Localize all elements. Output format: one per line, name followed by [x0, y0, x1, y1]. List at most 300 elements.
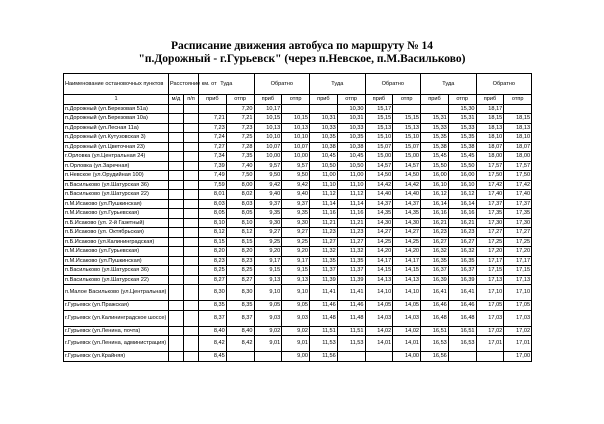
time-cell: 9,42: [254, 180, 282, 190]
header-name-column: Наименование остановочных пунктов: [64, 74, 169, 95]
time-cell: 11,48: [310, 310, 338, 326]
time-cell: 16,37: [421, 266, 449, 276]
table-row: [64, 190, 532, 200]
distance-cell: [169, 104, 184, 114]
table-row: [64, 152, 532, 162]
time-cell: 16,14: [421, 199, 449, 209]
time-cell: 16,14: [448, 199, 476, 209]
time-cell: 10,31: [310, 114, 338, 124]
stop-name: п.Малое Васильково (ул.Центральная): [64, 285, 169, 301]
time-cell: 17,10: [476, 285, 504, 301]
header-sub: отпр: [504, 95, 532, 105]
distance-cell: [169, 256, 184, 266]
time-cell: 14,01: [393, 336, 421, 352]
time-cell: 10,10: [282, 133, 310, 143]
time-cell: 10,07: [254, 142, 282, 152]
table-row: [64, 218, 532, 228]
header-sub: отпр: [448, 95, 476, 105]
table-row: [64, 336, 532, 352]
time-cell: 11,27: [337, 237, 365, 247]
time-cell: 11,39: [310, 275, 338, 285]
distance-cell: [169, 142, 184, 152]
time-cell: [254, 352, 282, 362]
time-cell: 9,37: [254, 199, 282, 209]
distance-cell: [169, 285, 184, 301]
time-cell: 15,17: [365, 104, 393, 114]
table-row: [64, 123, 532, 133]
time-cell: 14,01: [365, 336, 393, 352]
time-cell: 7,20: [226, 104, 254, 114]
time-cell: 9,50: [254, 171, 282, 181]
time-cell: 15,15: [365, 114, 393, 124]
time-cell: [421, 104, 449, 114]
time-cell: 9,17: [282, 256, 310, 266]
time-cell: 14,40: [393, 190, 421, 200]
time-cell: 10,38: [337, 142, 365, 152]
schedule-table: [63, 73, 532, 362]
time-cell: 11,00: [337, 171, 365, 181]
header-group: Туда: [421, 74, 477, 95]
time-cell: 14,30: [393, 218, 421, 228]
time-cell: 8,40: [199, 326, 227, 336]
time-cell: 11,37: [337, 266, 365, 276]
time-cell: 17,57: [476, 161, 504, 171]
distance-cell: [184, 301, 199, 311]
time-cell: 9,05: [282, 301, 310, 311]
time-cell: 8,01: [199, 190, 227, 200]
time-cell: 14,25: [393, 237, 421, 247]
time-cell: 17,15: [504, 266, 532, 276]
table-row: [64, 266, 532, 276]
time-cell: 7,39: [199, 161, 227, 171]
time-cell: 15,13: [365, 123, 393, 133]
time-cell: 8,42: [226, 336, 254, 352]
time-cell: 17,25: [504, 237, 532, 247]
stop-name: г.Гурьевск (ул.Ленина, администрация): [64, 336, 169, 352]
time-cell: 9,30: [254, 218, 282, 228]
stop-name: г.Гурьевск (ул.Пражская): [64, 301, 169, 311]
time-cell: 15,50: [448, 161, 476, 171]
time-cell: 7,49: [199, 171, 227, 181]
header-distance-column: Расстояние км. от: [169, 74, 199, 95]
distance-cell: [184, 285, 199, 301]
time-cell: 17,35: [504, 209, 532, 219]
time-cell: 10,50: [337, 161, 365, 171]
time-cell: [337, 352, 365, 362]
distance-cell: [184, 275, 199, 285]
header-sub: отпр: [337, 95, 365, 105]
table-row: [64, 209, 532, 219]
time-cell: 14,02: [365, 326, 393, 336]
distance-cell: [184, 310, 199, 326]
time-cell: 8,45: [199, 352, 227, 362]
stop-name: п.Орловка (ул.Заречная): [64, 161, 169, 171]
time-cell: 9,13: [282, 275, 310, 285]
table-row: [64, 199, 532, 209]
time-cell: 16,48: [421, 310, 449, 326]
table-row: [64, 161, 532, 171]
distance-cell: [184, 199, 199, 209]
time-cell: 17,15: [476, 266, 504, 276]
distance-cell: [169, 171, 184, 181]
time-cell: 16,35: [448, 256, 476, 266]
time-cell: 16,51: [421, 326, 449, 336]
time-cell: 9,27: [282, 228, 310, 238]
time-cell: 11,41: [310, 285, 338, 301]
time-cell: 16,46: [421, 301, 449, 311]
time-cell: 8,27: [226, 275, 254, 285]
table-row: [64, 133, 532, 143]
time-cell: 10,00: [282, 152, 310, 162]
time-cell: 15,00: [365, 152, 393, 162]
time-cell: 16,41: [421, 285, 449, 301]
time-cell: 14,17: [365, 256, 393, 266]
time-cell: 15,10: [365, 133, 393, 143]
table-row: [64, 247, 532, 257]
time-cell: 8,35: [226, 301, 254, 311]
time-cell: 11,23: [310, 228, 338, 238]
time-cell: 10,13: [282, 123, 310, 133]
distance-cell: [184, 180, 199, 190]
header-dist-md: м/д: [169, 95, 184, 105]
time-cell: 14,42: [365, 180, 393, 190]
time-cell: 14,10: [393, 285, 421, 301]
time-cell: 17,17: [476, 256, 504, 266]
table-row: [64, 171, 532, 181]
time-cell: 10,38: [310, 142, 338, 152]
time-cell: 11,12: [337, 190, 365, 200]
time-cell: 9,03: [282, 310, 310, 326]
distance-cell: [169, 218, 184, 228]
time-cell: 18,13: [504, 123, 532, 133]
distance-cell: [169, 275, 184, 285]
header-group: Обратно: [254, 74, 310, 95]
time-cell: 8,05: [199, 209, 227, 219]
time-cell: 8,23: [199, 256, 227, 266]
time-cell: 9,35: [282, 209, 310, 219]
time-cell: [365, 352, 393, 362]
time-cell: 8,30: [199, 285, 227, 301]
time-cell: 11,16: [337, 209, 365, 219]
time-cell: 9,40: [282, 190, 310, 200]
time-cell: 17,27: [504, 228, 532, 238]
time-cell: 14,42: [393, 180, 421, 190]
time-cell: [448, 352, 476, 362]
header-group: Туда: [310, 74, 366, 95]
time-cell: 10,33: [337, 123, 365, 133]
time-cell: 18,00: [476, 152, 504, 162]
time-cell: 17,37: [476, 199, 504, 209]
time-cell: 10,33: [310, 123, 338, 133]
stop-name: п.М.Исаково (ул.Пушкинская): [64, 199, 169, 209]
time-cell: 14,15: [393, 266, 421, 276]
distance-cell: [184, 326, 199, 336]
time-cell: 8,05: [226, 209, 254, 219]
time-cell: 8,12: [226, 228, 254, 238]
time-cell: 10,30: [337, 104, 365, 114]
time-cell: 7,35: [226, 152, 254, 162]
time-cell: 16,12: [448, 190, 476, 200]
time-cell: 7,50: [226, 171, 254, 181]
time-cell: 14,03: [393, 310, 421, 326]
time-cell: 9,57: [282, 161, 310, 171]
header-sub: приб: [421, 95, 449, 105]
time-cell: 10,00: [254, 152, 282, 162]
distance-cell: [169, 114, 184, 124]
schedule-body: [64, 104, 532, 361]
time-cell: 14,25: [365, 237, 393, 247]
distance-cell: [184, 123, 199, 133]
time-cell: 14,20: [393, 247, 421, 257]
time-cell: 15,45: [448, 152, 476, 162]
distance-cell: [169, 266, 184, 276]
time-cell: 17,17: [504, 256, 532, 266]
time-cell: 8,20: [226, 247, 254, 257]
time-cell: 8,25: [199, 266, 227, 276]
time-cell: 14,13: [365, 275, 393, 285]
time-cell: 8,03: [199, 199, 227, 209]
stop-name: п.М.Исаково (ул.Гурьевская): [64, 209, 169, 219]
time-cell: 8,37: [226, 310, 254, 326]
time-cell: 16,27: [448, 237, 476, 247]
time-cell: [199, 104, 227, 114]
table-row: [64, 301, 532, 311]
header-sub: отпр: [226, 95, 254, 105]
distance-cell: [169, 247, 184, 257]
stop-name: п.Б.Исаково (ул. Октябрьская): [64, 228, 169, 238]
time-cell: 17,03: [504, 310, 532, 326]
time-cell: 9,00: [282, 352, 310, 362]
distance-cell: [184, 209, 199, 219]
stop-name: г.Гурьевск (ул.Крайняя): [64, 352, 169, 362]
time-cell: 16,12: [421, 190, 449, 200]
time-cell: 10,13: [254, 123, 282, 133]
time-cell: 15,31: [421, 114, 449, 124]
distance-cell: [184, 152, 199, 162]
time-cell: 14,13: [393, 275, 421, 285]
time-cell: 9,20: [254, 247, 282, 257]
time-cell: 10,45: [337, 152, 365, 162]
time-cell: 15,45: [421, 152, 449, 162]
time-cell: 9,30: [282, 218, 310, 228]
time-cell: 16,00: [448, 171, 476, 181]
stop-name: г.Гурьевск (ул.Калининградское шоссе): [64, 310, 169, 326]
time-cell: [310, 104, 338, 114]
time-cell: 15,15: [393, 114, 421, 124]
time-cell: 8,27: [199, 275, 227, 285]
time-cell: 11,32: [310, 247, 338, 257]
time-cell: 14,02: [393, 326, 421, 336]
time-cell: 18,10: [476, 133, 504, 143]
time-cell: 17,27: [476, 228, 504, 238]
distance-cell: [184, 256, 199, 266]
table-row: [64, 256, 532, 266]
time-cell: 8,25: [226, 266, 254, 276]
stop-name: п.Васильково (ул.Шатурская 36): [64, 180, 169, 190]
time-cell: 14,10: [365, 285, 393, 301]
time-cell: 11,10: [310, 180, 338, 190]
time-cell: 16,16: [448, 209, 476, 219]
time-cell: 17,02: [476, 326, 504, 336]
time-cell: 10,50: [310, 161, 338, 171]
time-cell: 14,27: [365, 228, 393, 238]
time-cell: 14,57: [393, 161, 421, 171]
distance-cell: [184, 161, 199, 171]
table-row: [64, 237, 532, 247]
time-cell: 8,40: [226, 326, 254, 336]
time-cell: 17,40: [476, 190, 504, 200]
distance-cell: [184, 228, 199, 238]
time-cell: 16,53: [448, 336, 476, 352]
time-cell: 15,31: [448, 114, 476, 124]
distance-cell: [169, 310, 184, 326]
time-cell: 14,05: [365, 301, 393, 311]
distance-cell: [169, 199, 184, 209]
time-cell: 9,57: [254, 161, 282, 171]
time-cell: 7,23: [199, 123, 227, 133]
time-cell: 18,07: [504, 142, 532, 152]
time-cell: 10,15: [282, 114, 310, 124]
time-cell: 16,48: [448, 310, 476, 326]
time-cell: 9,27: [254, 228, 282, 238]
time-cell: 10,31: [337, 114, 365, 124]
time-cell: 17,30: [476, 218, 504, 228]
time-cell: 11,46: [337, 301, 365, 311]
time-cell: 11,51: [310, 326, 338, 336]
distance-cell: [169, 237, 184, 247]
time-cell: 10,10: [254, 133, 282, 143]
schedule-subtitle: "п.Дорожный - г.Гурьевск" (через п.Невское, п.М.Васильково): [138, 53, 466, 65]
stop-name: п.Дорожный (ул.Лесная 11а): [64, 123, 169, 133]
header-sub: приб: [254, 95, 282, 105]
time-cell: 11,12: [310, 190, 338, 200]
time-cell: 8,15: [199, 237, 227, 247]
time-cell: 15,00: [393, 152, 421, 162]
time-cell: 11,16: [310, 209, 338, 219]
time-cell: 11,51: [337, 326, 365, 336]
time-cell: 14,17: [393, 256, 421, 266]
time-cell: 8,37: [199, 310, 227, 326]
time-cell: 15,38: [421, 142, 449, 152]
time-cell: 11,39: [337, 275, 365, 285]
time-cell: 9,15: [282, 266, 310, 276]
header-sub: отпр: [282, 95, 310, 105]
time-cell: 16,16: [421, 209, 449, 219]
header-sub: отпр: [393, 95, 421, 105]
time-cell: 8,03: [226, 199, 254, 209]
time-cell: 17,25: [476, 237, 504, 247]
time-cell: 7,21: [226, 114, 254, 124]
header-sub: приб: [476, 95, 504, 105]
time-cell: 18,13: [476, 123, 504, 133]
time-cell: 15,10: [393, 133, 421, 143]
time-cell: 9,03: [254, 310, 282, 326]
time-cell: 11,14: [337, 199, 365, 209]
stop-name: п.Васильково (ул.Шатурская 36): [64, 266, 169, 276]
time-cell: 11,35: [337, 256, 365, 266]
time-cell: 17,40: [504, 190, 532, 200]
time-cell: [504, 104, 532, 114]
stop-name: п.Васильково (ул.Шатурская 22): [64, 190, 169, 200]
time-cell: 11,37: [310, 266, 338, 276]
time-cell: 14,35: [365, 209, 393, 219]
time-cell: 8,35: [199, 301, 227, 311]
time-cell: 16,23: [448, 228, 476, 238]
time-cell: 14,50: [393, 171, 421, 181]
time-cell: 16,10: [421, 180, 449, 190]
time-cell: 14,05: [393, 301, 421, 311]
time-cell: 11,53: [310, 336, 338, 352]
time-cell: 8,42: [199, 336, 227, 352]
time-cell: 7,21: [199, 114, 227, 124]
stop-name: п.Б.Исаково (ул. 2-й Газетный): [64, 218, 169, 228]
time-cell: 7,28: [226, 142, 254, 152]
time-cell: 9,17: [254, 256, 282, 266]
table-row: [64, 228, 532, 238]
stop-name: п.Дорожный (ул.Кутузовская 3): [64, 133, 169, 143]
time-cell: 10,07: [282, 142, 310, 152]
time-cell: 17,30: [504, 218, 532, 228]
time-cell: 17,35: [476, 209, 504, 219]
table-row: [64, 180, 532, 190]
stop-name: п.Невское (ул.Орудийная 100): [64, 171, 169, 181]
distance-cell: [184, 247, 199, 257]
stop-name: п.Дорожный (ул.Цветочная 23): [64, 142, 169, 152]
time-cell: 14,57: [365, 161, 393, 171]
time-cell: 16,23: [421, 228, 449, 238]
distance-cell: [169, 161, 184, 171]
time-cell: 16,39: [448, 275, 476, 285]
time-cell: 8,10: [226, 218, 254, 228]
time-cell: 16,21: [448, 218, 476, 228]
stop-name: п.М.Исаково (ул.Пушкинская): [64, 256, 169, 266]
distance-cell: [169, 209, 184, 219]
time-cell: 17,05: [504, 301, 532, 311]
time-cell: 16,46: [448, 301, 476, 311]
time-cell: 14,15: [365, 266, 393, 276]
distance-cell: [169, 336, 184, 352]
time-cell: 15,30: [448, 104, 476, 114]
time-cell: 9,10: [254, 285, 282, 301]
time-cell: 11,48: [337, 310, 365, 326]
time-cell: 16,21: [421, 218, 449, 228]
time-cell: 17,01: [476, 336, 504, 352]
header-sub: приб: [310, 95, 338, 105]
time-cell: 10,35: [337, 133, 365, 143]
time-cell: 11,27: [310, 237, 338, 247]
table-row: [64, 285, 532, 301]
distance-cell: [184, 133, 199, 143]
time-cell: 9,37: [282, 199, 310, 209]
time-cell: 17,37: [504, 199, 532, 209]
time-cell: 17,10: [504, 285, 532, 301]
time-cell: 16,00: [421, 171, 449, 181]
time-cell: 9,20: [282, 247, 310, 257]
time-cell: 7,40: [226, 161, 254, 171]
time-cell: 11,10: [337, 180, 365, 190]
time-cell: 8,20: [199, 247, 227, 257]
time-cell: 9,02: [282, 326, 310, 336]
time-cell: 9,13: [254, 275, 282, 285]
time-cell: 9,05: [254, 301, 282, 311]
header-sub: приб: [365, 95, 393, 105]
time-cell: 18,10: [504, 133, 532, 143]
time-cell: 10,45: [310, 152, 338, 162]
stop-name: п.Б.Исаково (ул.Калининградская): [64, 237, 169, 247]
time-cell: 16,35: [421, 256, 449, 266]
distance-cell: [169, 228, 184, 238]
time-cell: 11,14: [310, 199, 338, 209]
